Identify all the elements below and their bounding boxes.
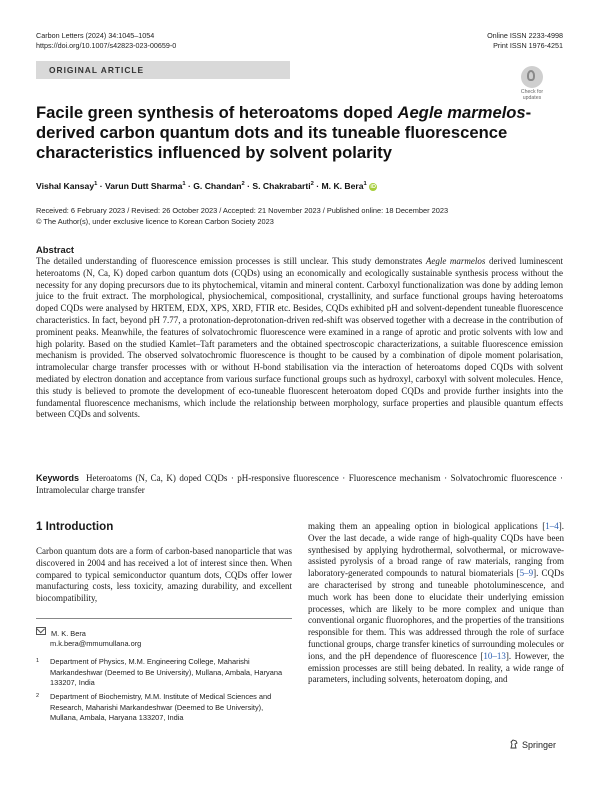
paragraph: making them an appealing option in biological applications [1–4]. Over the last decade, a wide range of high-quality CQDs have been synthesised by applying hydrothermal, solvothermal, or microwave-assisted pyrolysis of a broad range of raw materials, ranging from laboratory-generated compounds to natural biomaterials [5–9]. CQDs are characterised by strong and tuneable photoluminescence, and much work has been done to elucidate their underlying emission processes, which are likely to be more complex and unique than conventional organic fluorophores, and the properties of the transitions responsible for them. This was addressed through the role of surface functional groups, charge transfer kinetics of surrounding molecules or ions, and the pH dependence of fluorescence [10–13]. However, the emission processes are still being debated. In reality, a wide range of parameters, including solvents, heteroatom doping, and [308,521,564,685]
article-type-badge: ORIGINAL ARTICLE [36,61,290,79]
journal-reference: Carbon Letters (2024) 34:1045–1054 [36,31,155,40]
citation-link[interactable]: 5–9 [519,568,534,579]
keywords-label: Keywords [36,473,80,483]
running-header-right [487,31,563,51]
publisher-logo [509,739,556,750]
publication-dates [36,206,448,227]
paragraph: Carbon quantum dots are a form of carbon-based nanoparticle that was discovered in 2004 and has received a lot of interest since then. When compared to typical semiconductor quantum dots, CQDs offer lower manufacturing costs, less toxicity, amazing durability, and excellent biocompatibility, [36,546,292,604]
corresponding-author-email[interactable]: m.k.bera@mmumullana.org [50,639,142,648]
author[interactable]: M. K. Bera [321,180,364,191]
publisher-name: Springer [522,740,557,750]
history-dates: Received: 6 February 2023 / Revised: 26 October 2023 / Accepted: 21 November 2023 / Published online: 18 December 2023 [36,206,449,215]
author[interactable]: G. Chandan [193,180,242,191]
keywords [36,473,563,497]
author[interactable]: Varun Dutt Sharma [105,180,183,191]
footnote-divider [36,618,292,619]
check-for-updates-icon [521,66,543,88]
check-for-updates-button[interactable] [518,66,546,101]
section-heading-introduction: 1 Introduction [36,520,114,533]
doi-link[interactable]: https://doi.org/10.1007/s42823-023-00659-0 [36,41,177,50]
online-issn: Online ISSN 2233-4998 [487,31,563,40]
affiliation-1: 1 Department of Physics, M.M. Engineering College, Maharishi Markandeshwar (Deemed to Be University), Mullana, Ambala, Haryana 133207, India [36,657,283,687]
corresponding-author-name: M. K. Bera [51,628,86,638]
author[interactable]: Vishal Kansay [36,180,95,191]
envelope-icon [36,627,46,635]
springer-horse-icon [509,739,519,749]
keywords-list: Heteroatoms (N, Ca, K) doped CQDs · pH-responsive fluorescence · Fluorescence mechanism · Solvatochromic fluorescence · Intramolecular charge transfer [36,473,563,495]
corresponding-author [36,627,292,650]
citation-link[interactable]: 10–13 [483,650,506,661]
body-column-left [36,546,292,605]
check-for-updates-label: Check for updates [520,89,544,101]
article-title: Facile green synthesis of heteroatoms doped Aegle marmelos-derived carbon quantum dots and its tuneable fluorescence characteristics influenced by solvent polarity [36,103,532,162]
citation-link[interactable]: 1–4 [545,521,559,531]
copyright-line: © The Author(s), under exclusive licence to Korean Carbon Society 2023 [36,216,274,226]
body-column-right [308,521,564,686]
author[interactable]: S. Chakrabarti [252,180,311,191]
abstract-body: The detailed understanding of fluorescence emission processes is still unclear. This study demonstrates Aegle marmelos derived luminescent heteroatoms (N, Ca, K) doped carbon quantum dots (CQDs) using an economically and ecologically sustainable synthesis process without the necessity for any doping precursors due to its phytochemical, vitamin and mineral content. Carboxyl functionalization was done by adding lemon juice to the fruit extract. The morphological, physiochemical, compositional, crystallinity, and surface functional groups having heteroatoms doped CQDs were analysed by HRTEM, EDX, XPS, XRD, FTIR etc. Besides, CQDs exhibited pH and solvent-dependent tuneable fluorescence characteristics. In fact, beyond pH 7.77, a protonation-deprotonation-driven red-shift was observed together with a decrease in the contribution of prominent peaks. Meanwhile, the features of solvatochromic fluorescence were examined in a range of aprotic and protic solvents with low and high polarity. Based on the studied Kamlet–Taft parameters and the obtained spectroscopic characterizations, a suitable fluorescence emission mechanism is provided. The observed solvatochromic fluorescence is thought to be caused by a combination of dipole moment polarisation, intramolecular charge transfer processes with or without H-bond stabilisation via the interaction of heteroatoms doped CQDs with solvent mediated by electron donation and acceptance from various surface functional groups such as hydroxyl, carboxyl with solvent molecules. Hence, this study is believed to promote the development of eco-tuneable fluorescent heteroatom doped CQDs and provide further insights into the fundamental fluorescence mechanisms, which include the relationship between morphology, surface properties and plausible quantum effects between CQDs and solvents. [36,256,563,420]
abstract-heading: Abstract [36,244,75,255]
running-header-left [36,31,176,51]
affiliation-2: 2 Department of Biochemistry, M.M. Institute of Medical Sciences and Research, Maharishi Markandeshwar (Deemed to Be University), Mullana, Ambala, Haryana 133207, India [36,692,272,722]
orcid-icon[interactable]: iD [370,183,376,190]
print-issn: Print ISSN 1976-4251 [493,41,563,50]
author-list: Vishal Kansay$^1$ · Varun Dutt Sharma$^1$ · G. Chandan$^2$ · S. Chakrabarti$^2$ · M. K. Bera$^1$ iD [36,180,376,191]
